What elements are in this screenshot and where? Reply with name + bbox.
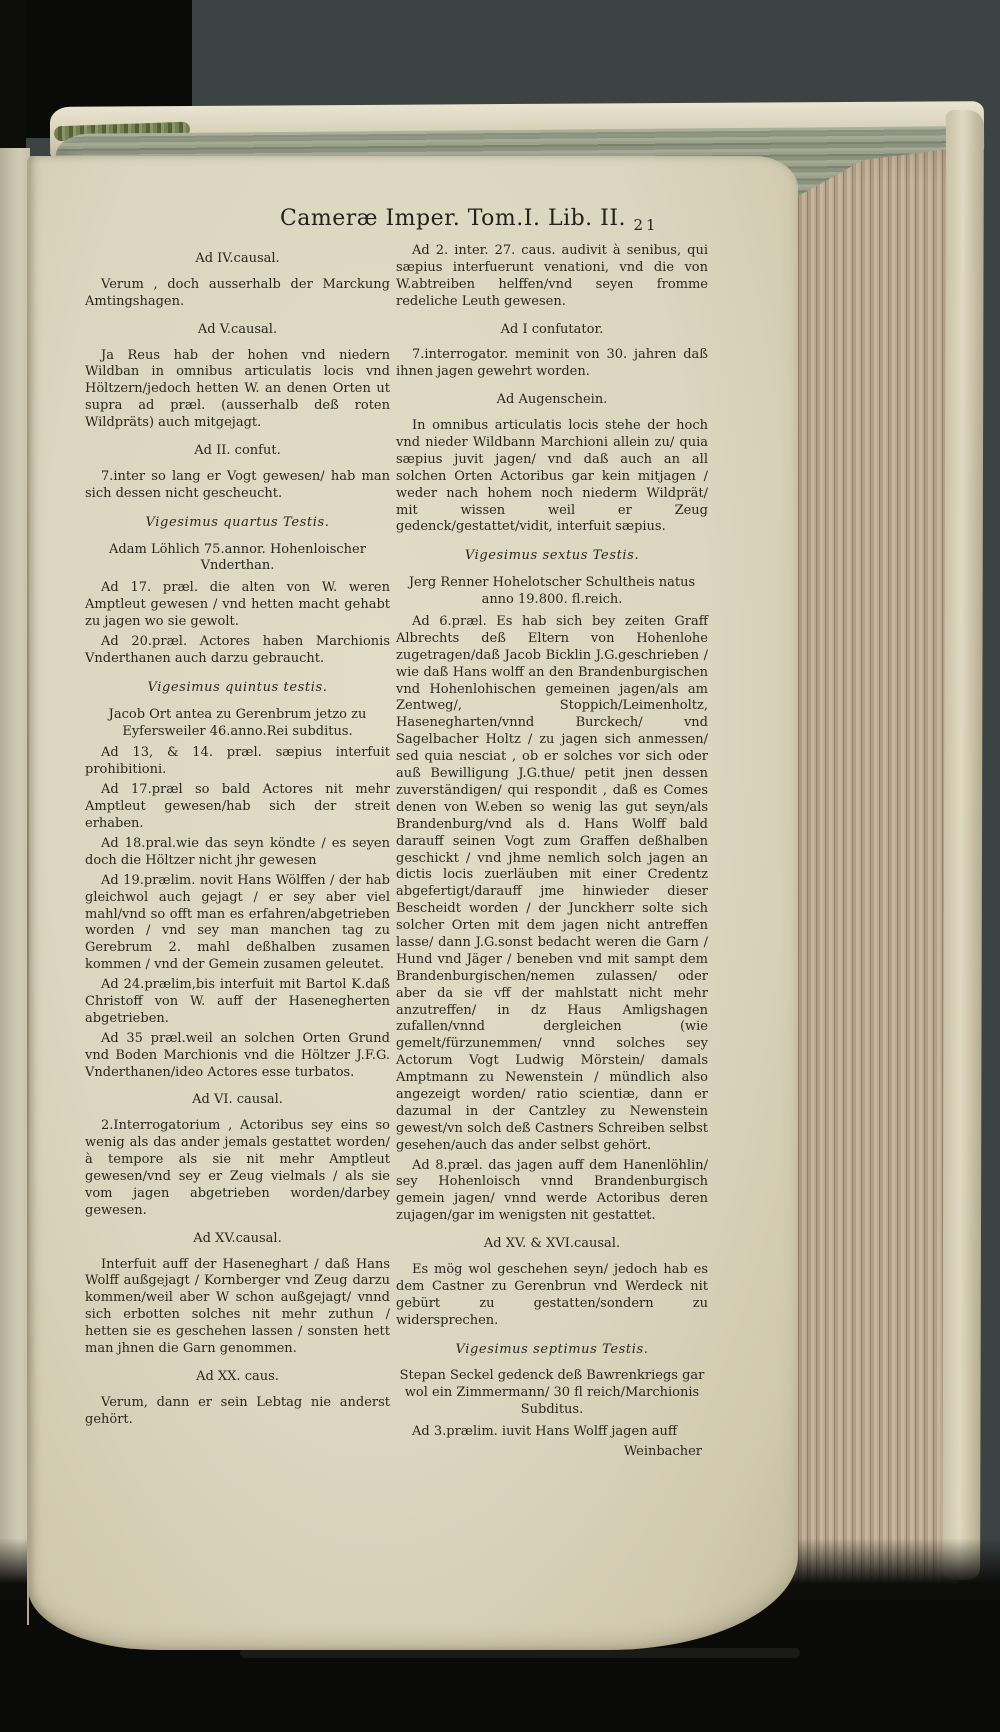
section-heading: Ad XV. & XVI.causal.: [483, 1236, 621, 1252]
book-page: [28, 156, 798, 1650]
section-heading: Ad XV.causal.: [193, 1230, 282, 1246]
paragraph: Ad 3.prælim. iuvit Hans Wolff jagen auff: [412, 1424, 678, 1440]
section-heading: Ad VI. causal.: [192, 1092, 283, 1108]
facing-page-edge: [0, 148, 30, 1626]
section-heading: Vigesimus sextus Testis.: [464, 548, 640, 564]
paragraph: Ad 13, & 14. præl. sæpius interfuit prohibitioni.: [85, 745, 390, 778]
paragraph: 7.interrogator. meminit von 30. jahren daß ihnen jagen gewehrt worden.: [396, 347, 708, 380]
paragraph: Verum , doch ausserhalb der Marckung Amtingshagen.: [85, 276, 390, 309]
section-heading: Ad IV.causal.: [195, 251, 280, 266]
section-heading: Ad I confutator.: [500, 321, 604, 337]
paragraph: Ad 20.præl. Actores haben Marchionis Vnderthanen auch darzu gebraucht.: [85, 634, 390, 666]
paragraph: Ja Reus hab der hohen vnd niedern Wildban in omnibus articulatis locis vnd Höltzern/jedoch hetten W. an denen Orten ut supra ad præl. (ausserhalb deß roten Wildpräts) auch mitgejagt.: [85, 347, 390, 431]
section-heading: Vigesimus quartus Testis.: [145, 514, 330, 530]
paragraph: Jerg Renner Hohelotscher Schultheis natus anno 19.800. fl.reich.: [408, 575, 696, 608]
paragraph: 7.inter so lang er Vogt gewesen/ hab man sich dessen nicht gescheucht.: [85, 468, 390, 501]
paragraph: Ad 19.prælim. novit Hans Wölffen / der hab gleichwol auch gejagt / er sey aber viel mahl/vnd so offt man es erfahren/abgetrieben worden / vnd sey man manchen tag zu Gerebrum 2. mahl deßhalben zusamen kommen / vnd der Gemein zusamen geleutet.: [85, 872, 390, 973]
paragraph: Adam Löhlich 75.annor. Hohenloischer Vnderthan.: [109, 541, 366, 574]
paragraph: Ad 2. inter. 27. caus. audivit à senibus, qui sæpius interfuerunt venationi, vnd die von W.abtreiben helffen/vnd seyen fromme redeliche Leuth gewesen.: [396, 243, 708, 309]
paragraph: Ad 24.prælim,bis interfuit mit Bartol K.daß Christoff von W. auff der Hasenegherten abgetrieben.: [85, 977, 390, 1026]
paragraph: Ad 8.præl. das jagen auff dem Hanenlöhlin/ sey Hohenloisch vnnd Brandenburgisch gemein jagen/ vnnd werde Actoribus deren zujagen/gar im wenigsten nit gestattet.: [396, 1157, 708, 1224]
paragraph: 2.Interrogatorium , Actoribus sey eins so wenig als das ander jemals gestattet worden/à tempore als sie nit mehr Amptleut gewesen/vnd sey er Zeug vielmals / als sie vom jagen abgetrieben worden/darbey gewesen.: [85, 1118, 390, 1218]
left-text-column: [85, 240, 390, 1432]
paragraph: Jacob Ort antea zu Gerenbrum jetzo zu Eyfersweiler 46.anno.Rei subditus.: [108, 706, 367, 739]
gutter-crease: [27, 160, 29, 1625]
paragraph: Ad 17.præl so bald Actores nit mehr Amptleut gewesen/hab sich der streit erhaben.: [85, 782, 390, 832]
paragraph: Ad 35 præl.weil an solchen Orten Grund vnd Boden Marchionis vnd die Höltzer J.F.G. Vnderthanen/ideo Actores esse turbatos.: [85, 1030, 390, 1080]
paragraph: Ad 18.pral.wie das seyn köndte / es seyen doch die Höltzer nicht jhr gewesen: [85, 835, 390, 868]
section-heading: Ad V.causal.: [197, 321, 278, 337]
section-heading: Vigesimus septimus Testis.: [455, 1341, 649, 1357]
running-header: Cameræ Imper. Tom.I. Lib. II.: [279, 206, 627, 231]
paragraph: Interfuit auff der Haseneghart / daß Hans Wolff außgejagt / Kornberger vnd Zeug darzu kommen/weil aber W schon außgejagt/ vnnd sich erbotten solches nit mehr zuthun / hetten sie es geschehen lassen / sonsten hett man jhnen die Garn genommen.: [85, 1256, 390, 1356]
section-heading: Ad Augenschein.: [496, 392, 608, 408]
paragraph: Ad 6.præl. Es hab sich bey zeiten Graff Albrechts deß Eltern von Hohenlohe zugetragen/daß Jacob Bicklin J.G.geschrieben / wie daß Hans wolff an den Brandenburgischen vnd Hohenlohischen gemeinen jagen/als am Zentweg/, Stoppich/Leimenholtz, Hasenegharten/vnnd Burckech/ vnd Sagelbacher Holtz / zu jagen sich anmessen/ sed quia nesciat , ob er solches vor sich oder auß Bewilligung J.G.thue/ petit jnen dessen zuverständigen/ qui respondit , daß es Comes denen von W.eben so wenig las gut seyn/als Brandenburg/vnd als d. Hans Wolff bald darauff seinen Vogt zum Graffen deßhalben geschickt / vnd jhme nemlich solch jagen an dictis locis zuerläuben mit einer Credentz abgefertigt/darauff jme hinwieder dieser Bescheidt worden / der Junckherr solte sich solcher Orten mit dem jagen nicht antreffen lasse/ dann J.G.sonst bedacht weren die Garn / Hund vnd Jäger / beneben vnd mit sampt dem Brandenburgischen/nemen zulassen/ oder aber da sie vff der mahlstatt nicht mehr anzutreffen/ in dz Haus Amligshagen zufallen/vnnd dergleichen (wie gemelt/fürzunemmen/ vnnd solches sey Actorum Vogt Ludwig Mörstein/ damals Amptmann zu Newenstein / mündlich also angezeigt worden/ ratio scientiæ, dann er dazumal in der Cantzley zu Newenstein gewest/vn solch deß Castners Schreiben selbst gesehen/auch das ander selbst gehört.: [396, 614, 708, 1153]
paragraph: Verum, dann er sein Lebtag nie anderst gehört.: [85, 1394, 390, 1427]
paragraph: Es mög wol geschehen seyn/ jedoch hab es dem Castner zu Gerenbrun vnd Werdeck nit gebürt zu gestatten/sondern zu widersprechen.: [396, 1261, 708, 1328]
paragraph: In omnibus articulatis locis stehe der hoch vnd nieder Wildbann Marchioni allein zu/ quia sæpius juvit jagen/ vnd daß auch an all solchen Orten Actoribus gar kein mitjagen / weder nach hohem noch niederm Wildprät/ mit wissen weil er Zeug gedenck/gestattet/vidit, interfuit sæpius.: [396, 418, 708, 535]
paragraph: Ad 17. præl. die alten von W. weren Amptleut gewesen / vnd hetten macht gehabt zu jagen wo sie gewolt.: [85, 580, 390, 630]
section-heading: Vigesimus quintus testis.: [147, 679, 328, 695]
page-number: 21: [633, 216, 659, 234]
catchword: Weinbacher: [623, 1444, 702, 1459]
section-heading: Ad II. confut.: [194, 443, 281, 459]
right-text-column: [396, 240, 708, 1461]
paragraph: Stepan Seckel gedenck deß Bawrenkriegs gar wol ein Zimmermann/ 30 fl reich/Marchionis Subditus.: [399, 1368, 705, 1418]
section-heading: Ad XX. caus.: [196, 1368, 279, 1384]
book-cover-right-edge: [942, 110, 984, 1580]
